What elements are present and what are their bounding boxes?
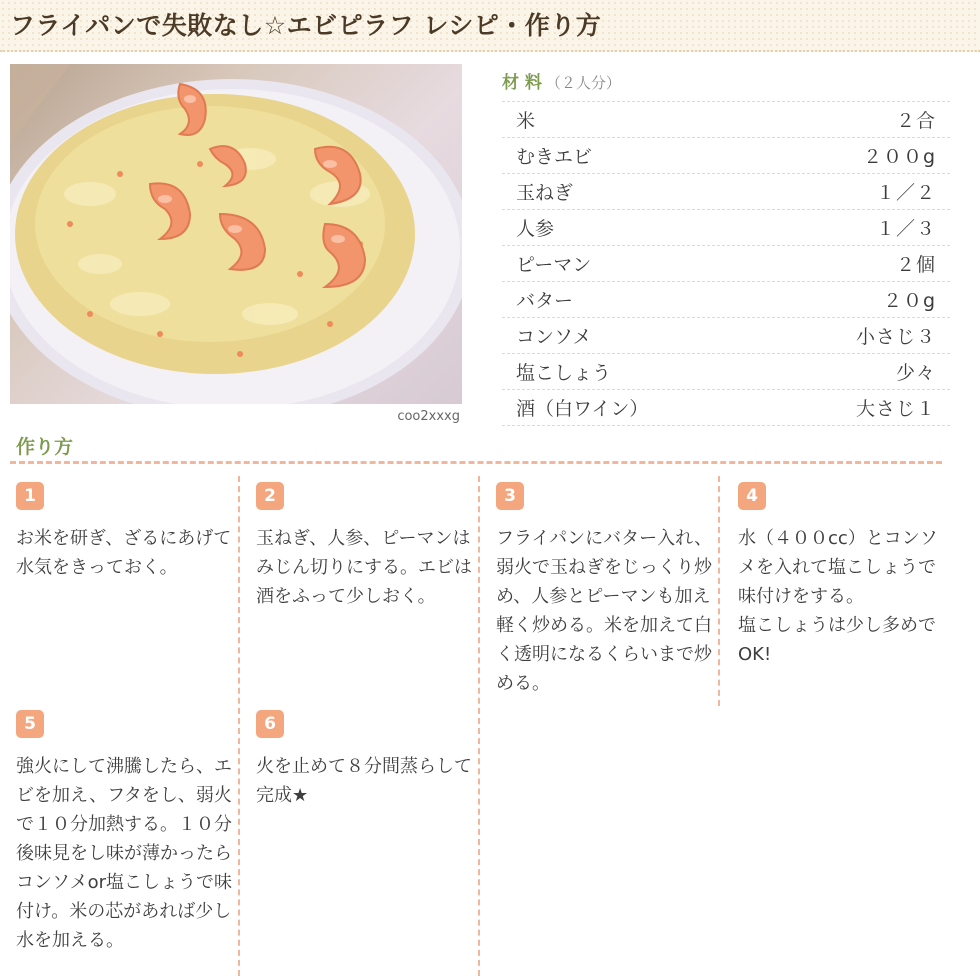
ingredient-name: コンソメ (516, 326, 592, 348)
ingredient-amount: ２個 (895, 254, 936, 276)
shrimp-pilaf-image (10, 64, 462, 404)
page-title: フライパンで失敗なし☆エビピラフ レシピ・作り方 (10, 11, 602, 40)
servings-label: （２人分） (545, 74, 621, 92)
step-number-badge: 2 (256, 482, 284, 510)
step-text: お米を研ぎ、ざるにあげて水気をきっておく。 (16, 528, 232, 578)
step-text: 火を止めて８分間蒸らして完成★ (256, 756, 472, 806)
ingredient-amount: 少々 (895, 362, 936, 384)
step-number-badge: 3 (496, 482, 524, 510)
step-number-badge: 6 (256, 710, 284, 738)
ingredient-row (502, 318, 950, 354)
step-number-badge: 1 (16, 482, 44, 510)
step-divider (478, 476, 480, 976)
ingredient-row (502, 246, 950, 282)
ingredient-name: 人参 (516, 218, 555, 240)
page-header (0, 0, 980, 52)
ingredient-name: 玉ねぎ (516, 182, 574, 204)
ingredient-row (502, 390, 950, 426)
ingredient-row (502, 174, 950, 210)
step-divider (238, 476, 240, 976)
ingredient-amount: 小さじ３ (855, 326, 936, 348)
ingredients-title: 材 料 (502, 73, 542, 93)
step-2 (256, 482, 474, 611)
ingredient-row (502, 210, 950, 246)
photo-credit[interactable]: coo2xxxg (397, 409, 460, 424)
ingredient-name: ピーマン (516, 254, 592, 276)
ingredient-row (502, 354, 950, 390)
method-heading: 作り方 (16, 436, 74, 458)
step-6 (256, 710, 474, 810)
step-text: 水（４００cc）とコンソメを入れて塩こしょうで味付けをする。 塩こしょうは少し多めでOK! (738, 528, 938, 665)
ingredients-heading (502, 68, 621, 93)
ingredient-name: 米 (516, 110, 536, 132)
ingredient-amount: ２合 (895, 110, 936, 132)
ingredient-amount: ２０g (882, 290, 936, 312)
ingredient-amount: ２００g (862, 146, 936, 168)
step-4 (738, 482, 944, 669)
step-1 (16, 482, 234, 582)
ingredient-name: 塩こしょう (516, 362, 612, 384)
step-number-badge: 5 (16, 710, 44, 738)
ingredient-amount: １／２ (875, 182, 936, 204)
step-text: フライパンにバター入れ、弱火で玉ねぎをじっくり炒め、人参とピーマンも加え軽く炒める。米を加えて白く透明になるくらいまで炒める。 (496, 528, 713, 694)
ingredient-row (502, 102, 950, 138)
ingredient-amount: １／３ (875, 218, 936, 240)
step-3 (496, 482, 714, 698)
ingredient-name: むきエビ (516, 146, 593, 168)
step-text: 強火にして沸騰したら、エビを加え、フタをし、弱火で１０分加熱する。１０分後味見をし味が薄かったらコンソメor塩こしょうで味付け。米の芯があれば少し水を加える。 (16, 756, 233, 951)
ingredient-name: バター (516, 290, 574, 312)
step-5 (16, 710, 234, 955)
step-text: 玉ねぎ、人参、ピーマンはみじん切りにする。エビは酒をふって少しおく。 (256, 528, 472, 607)
ingredient-row (502, 282, 950, 318)
step-number-badge: 4 (738, 482, 766, 510)
ingredient-amount: 大さじ１ (855, 398, 936, 420)
ingredient-row (502, 138, 950, 174)
ingredient-name: 酒（白ワイン） (516, 398, 649, 420)
step-divider (718, 476, 720, 706)
recipe-photo (10, 64, 462, 404)
method-divider (10, 461, 942, 464)
ingredient-list (502, 101, 950, 426)
